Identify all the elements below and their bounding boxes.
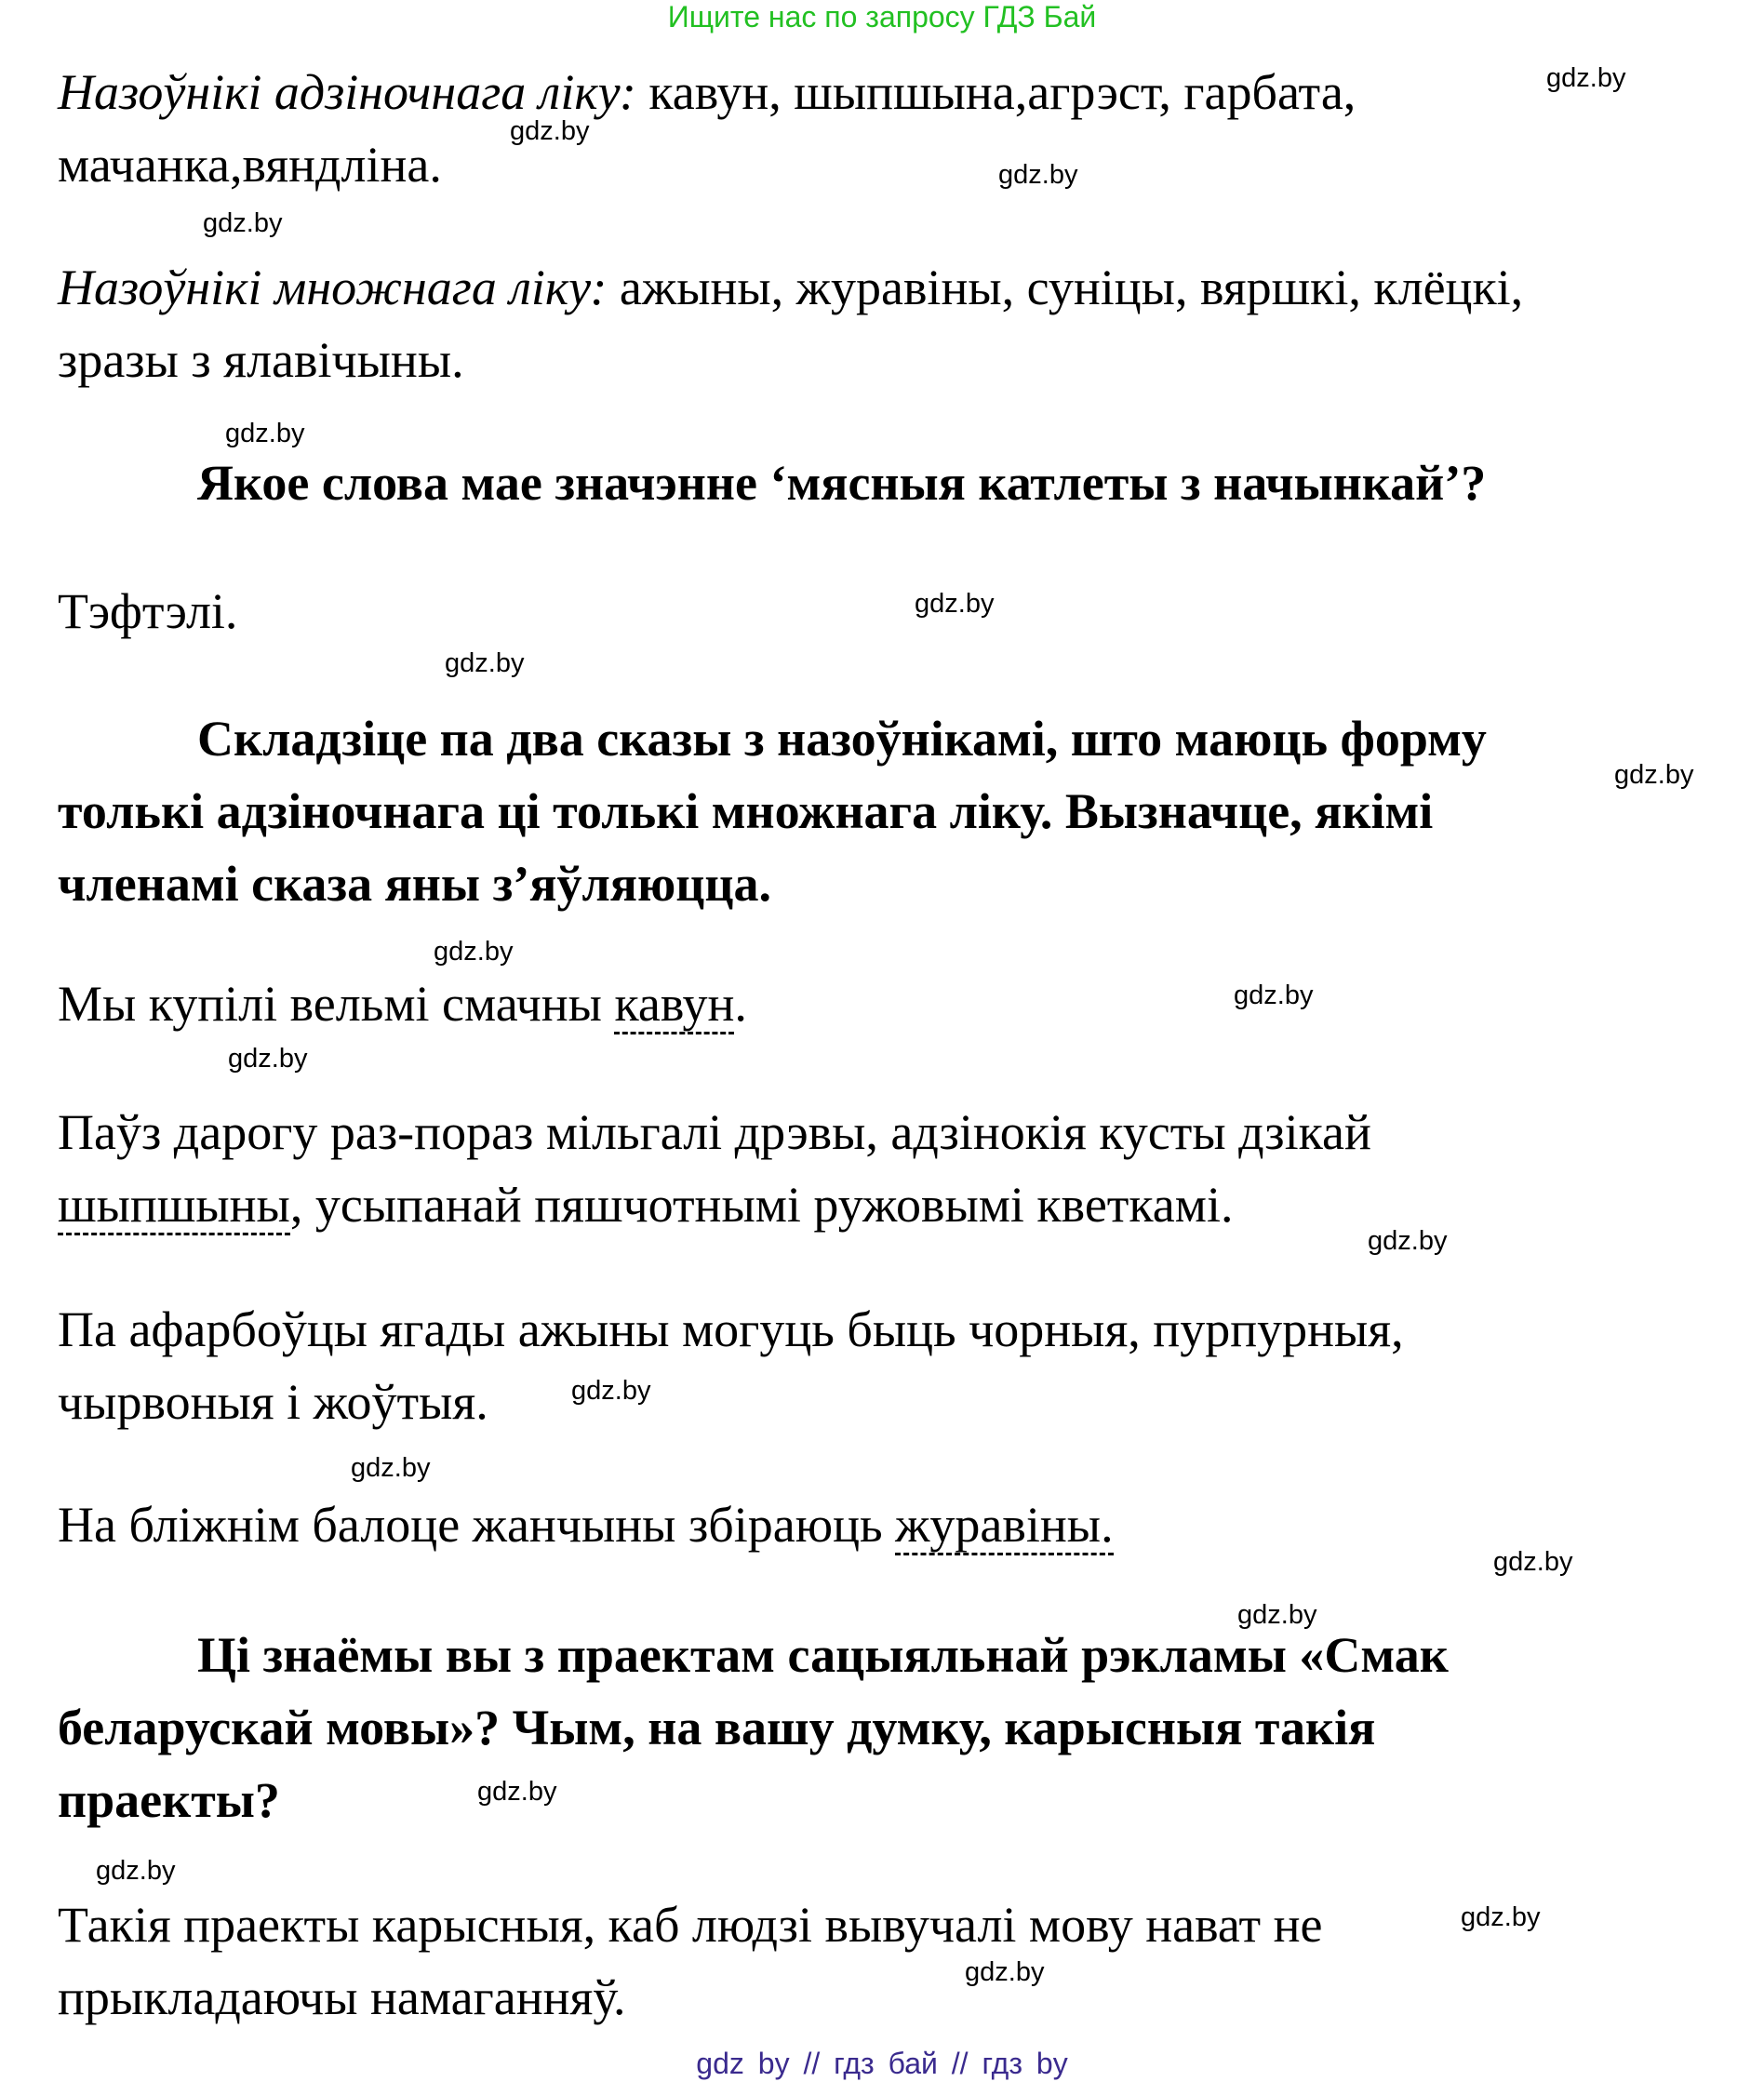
answer-3-line1: Такія праекты карысныя, каб людзі вывучалі мову нават не xyxy=(58,1897,1323,1953)
watermark: gdz.by xyxy=(225,419,305,448)
answer-3-line2: прыкладаючы намаганняў. xyxy=(58,1969,626,2025)
watermark: gdz.by xyxy=(1546,63,1626,93)
watermark: gdz.by xyxy=(445,648,525,678)
plural-label: Назоўнікі множнага ліку: xyxy=(58,260,608,315)
sentence-2-underlined-word: шыпшыны xyxy=(58,1177,290,1235)
watermark: gdz.by xyxy=(203,208,283,238)
answer-3 xyxy=(58,1888,1639,2034)
bottom-banner: gdz by // гдз бай // гдз by xyxy=(696,2047,1068,2080)
sentence-2-line2: , усыпанай пяшчотнымі ружовымі кветкамі. xyxy=(289,1177,1234,1233)
sentence-2 xyxy=(58,1096,1639,1241)
watermark: gdz.by xyxy=(1234,981,1314,1010)
question-2-line3: членамі сказа яны з’яўляюцца. xyxy=(58,856,771,912)
watermark: gdz.by xyxy=(1237,1600,1317,1630)
watermark: gdz.by xyxy=(96,1856,176,1886)
singular-label: Назоўнікі адзіночнага ліку: xyxy=(58,64,636,120)
watermark: gdz.by xyxy=(1461,1902,1541,1932)
question-3 xyxy=(58,1619,1639,1836)
watermark: gdz.by xyxy=(915,589,995,619)
watermark: gdz.by xyxy=(434,937,514,967)
watermark: gdz.by xyxy=(228,1044,308,1074)
question-2-line1: Складзіце па два сказы з назоўнікамі, што маюць форму xyxy=(197,711,1487,767)
sentence-1 xyxy=(58,967,1639,1040)
sentence-2-line1: Паўз дарогу раз-пораз мільгалі дрэвы, адзінокія кусты дзікай xyxy=(58,1104,1371,1160)
sentence-4-underlined-word: журавіны. xyxy=(895,1497,1113,1555)
question-3-line2: беларускай мовы»? Чым, на вашу думку, карысныя такія xyxy=(58,1700,1376,1755)
plural-list-line1: ажыны, журавіны, суніцы, вяршкі, клёцкі, xyxy=(607,260,1524,315)
sentence-4 xyxy=(58,1488,1639,1561)
plural-nouns-paragraph xyxy=(58,251,1639,396)
question-1: Якое слова мае значэнне ‘мясныя катлеты з начынкай’? xyxy=(197,455,1487,511)
singular-list-line1: кавун, шыпшына,агрэст, гарбата, xyxy=(635,64,1356,120)
plural-list-line2: зразы з ялавічыны. xyxy=(58,332,464,388)
question-3-line3: праекты? xyxy=(58,1772,280,1828)
sentence-3-line1: Па афарбоўцы ягады ажыны могуць быць чорныя, пурпурныя, xyxy=(58,1301,1404,1357)
sentence-1-text: Мы купілі вельмі смачны xyxy=(58,976,615,1032)
sentence-1-underlined-word: кавун xyxy=(614,976,734,1034)
watermark: gdz.by xyxy=(1614,760,1694,790)
question-2-line2: толькі адзіночнага ці толькі множнага ліку. Вызначце, якімі xyxy=(58,783,1434,839)
watermark: gdz.by xyxy=(1493,1547,1573,1577)
watermark: gdz.by xyxy=(351,1453,431,1483)
watermark: gdz.by xyxy=(1368,1226,1448,1256)
sentence-3-line2: чырвоныя і жоўтыя. xyxy=(58,1374,488,1430)
singular-list-line2: мачанка,вяндліна. xyxy=(58,137,442,193)
watermark: gdz.by xyxy=(965,1957,1045,1987)
watermark: gdz.by xyxy=(510,116,590,146)
answer-1: Тэфтэлі. xyxy=(58,583,238,639)
top-banner: Ищите нас по запросу ГДЗ Бай xyxy=(667,0,1097,33)
question-2 xyxy=(58,702,1639,920)
sentence-4-text: На бліжнім балоце жанчыны збіраюць xyxy=(58,1497,896,1553)
sentence-1-end: . xyxy=(734,976,747,1032)
singular-nouns-paragraph xyxy=(58,56,1639,201)
watermark: gdz.by xyxy=(571,1376,651,1406)
watermark: gdz.by xyxy=(998,160,1078,190)
watermark: gdz.by xyxy=(477,1777,557,1807)
question-3-line1: Ці знаёмы вы з праектам сацыяльнай рэкламы «Смак xyxy=(197,1627,1449,1683)
sentence-3 xyxy=(58,1293,1639,1438)
